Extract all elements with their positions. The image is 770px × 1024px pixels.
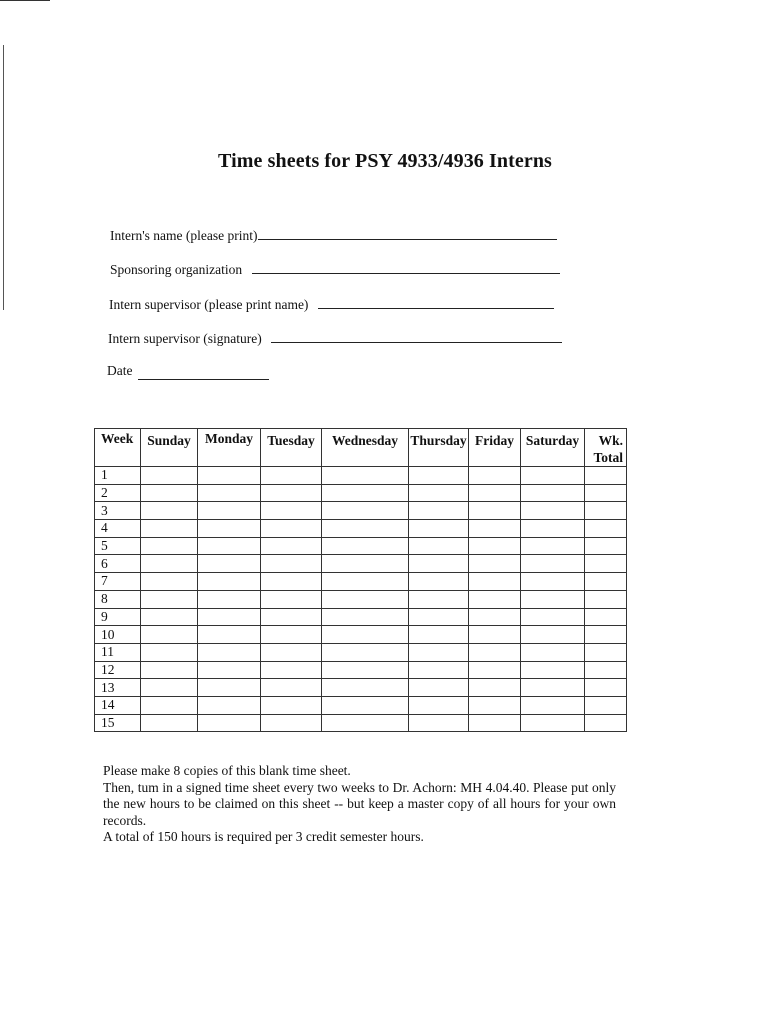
monday-hours-cell[interactable] [198, 643, 261, 661]
tuesday-hours-cell[interactable] [261, 643, 322, 661]
thursday-hours-cell[interactable] [409, 537, 469, 555]
wednesday-hours-cell[interactable] [322, 502, 409, 520]
friday-hours-cell[interactable] [469, 467, 521, 485]
friday-hours-cell[interactable] [469, 679, 521, 697]
wednesday-hours-cell[interactable] [322, 484, 409, 502]
total-hours-cell[interactable] [585, 537, 627, 555]
friday-hours-cell[interactable] [469, 714, 521, 732]
total-hours-cell[interactable] [585, 573, 627, 591]
table-row [95, 555, 627, 573]
thursday-hours-cell[interactable] [409, 467, 469, 485]
friday-hours-cell[interactable] [469, 608, 521, 626]
corner-mark [0, 0, 50, 1]
wednesday-hours-cell[interactable] [322, 679, 409, 697]
week-number: 5 [95, 537, 141, 555]
week-number: 9 [95, 608, 141, 626]
sunday-hours-cell[interactable] [141, 555, 198, 573]
supervisor-signature-field [108, 330, 562, 347]
total-hours-cell[interactable] [585, 643, 627, 661]
friday-hours-cell[interactable] [469, 555, 521, 573]
wednesday-hours-cell[interactable] [322, 590, 409, 608]
week-number: 11 [95, 643, 141, 661]
sunday-hours-cell[interactable] [141, 679, 198, 697]
total-hours-cell[interactable] [585, 555, 627, 573]
tuesday-hours-cell[interactable] [261, 520, 322, 538]
date-field [107, 362, 269, 379]
saturday-hours-cell[interactable] [521, 484, 585, 502]
intern-name-label: Intern's name (please print) [110, 228, 258, 243]
page-title: Time sheets for PSY 4933/4936 Interns [218, 150, 552, 172]
sunday-hours-cell[interactable] [141, 661, 198, 679]
monday-hours-cell[interactable] [198, 537, 261, 555]
header-sunday: Sunday [141, 429, 198, 467]
wednesday-hours-cell[interactable] [322, 467, 409, 485]
monday-hours-cell[interactable] [198, 573, 261, 591]
week-number: 6 [95, 555, 141, 573]
total-hours-cell[interactable] [585, 626, 627, 644]
wednesday-hours-cell[interactable] [322, 520, 409, 538]
thursday-hours-cell[interactable] [409, 608, 469, 626]
time-sheet-table [94, 428, 627, 732]
monday-hours-cell[interactable] [198, 484, 261, 502]
total-hours-cell[interactable] [585, 679, 627, 697]
total-hours-cell[interactable] [585, 467, 627, 485]
saturday-hours-cell[interactable] [521, 502, 585, 520]
friday-hours-cell[interactable] [469, 590, 521, 608]
total-hours-cell[interactable] [585, 520, 627, 538]
supervisor-signature-label: Intern supervisor (signature) [108, 331, 262, 346]
monday-hours-cell[interactable] [198, 467, 261, 485]
header-friday: Friday [469, 429, 521, 467]
sunday-hours-cell[interactable] [141, 537, 198, 555]
wednesday-hours-cell[interactable] [322, 626, 409, 644]
supervisor-name-field [109, 296, 554, 313]
table-row [95, 590, 627, 608]
tuesday-hours-cell[interactable] [261, 467, 322, 485]
week-number: 15 [95, 714, 141, 732]
sunday-hours-cell[interactable] [141, 643, 198, 661]
week-number: 13 [95, 679, 141, 697]
sunday-hours-cell[interactable] [141, 590, 198, 608]
sunday-hours-cell[interactable] [141, 502, 198, 520]
sunday-hours-cell[interactable] [141, 467, 198, 485]
table-row [95, 467, 627, 485]
friday-hours-cell[interactable] [469, 626, 521, 644]
monday-hours-cell[interactable] [198, 520, 261, 538]
table-row [95, 679, 627, 697]
friday-hours-cell[interactable] [469, 573, 521, 591]
total-hours-cell[interactable] [585, 502, 627, 520]
table-row [95, 626, 627, 644]
table-row [95, 714, 627, 732]
saturday-hours-cell[interactable] [521, 679, 585, 697]
date-blank[interactable] [138, 367, 269, 380]
week-number: 10 [95, 626, 141, 644]
saturday-hours-cell[interactable] [521, 555, 585, 573]
monday-hours-cell[interactable] [198, 502, 261, 520]
thursday-hours-cell[interactable] [409, 590, 469, 608]
intern-name-field [110, 227, 557, 244]
sunday-hours-cell[interactable] [141, 608, 198, 626]
friday-hours-cell[interactable] [469, 520, 521, 538]
tuesday-hours-cell[interactable] [261, 573, 322, 591]
saturday-hours-cell[interactable] [521, 626, 585, 644]
monday-hours-cell[interactable] [198, 661, 261, 679]
tuesday-hours-cell[interactable] [261, 590, 322, 608]
table-row [95, 696, 627, 714]
total-hours-cell[interactable] [585, 714, 627, 732]
tuesday-hours-cell[interactable] [261, 661, 322, 679]
monday-hours-cell[interactable] [198, 679, 261, 697]
total-hours-cell[interactable] [585, 608, 627, 626]
wednesday-hours-cell[interactable] [322, 643, 409, 661]
saturday-hours-cell[interactable] [521, 661, 585, 679]
table-row [95, 502, 627, 520]
week-number: 4 [95, 520, 141, 538]
total-hours-cell[interactable] [585, 696, 627, 714]
header-tuesday: Tuesday [261, 429, 322, 467]
saturday-hours-cell[interactable] [521, 537, 585, 555]
table-row [95, 484, 627, 502]
week-number: 12 [95, 661, 141, 679]
date-label: Date [107, 363, 133, 378]
tuesday-hours-cell[interactable] [261, 608, 322, 626]
tuesday-hours-cell[interactable] [261, 502, 322, 520]
table-row [95, 573, 627, 591]
instructions [103, 763, 616, 846]
supervisor-name-label: Intern supervisor (please print name) [109, 297, 309, 312]
tuesday-hours-cell[interactable] [261, 555, 322, 573]
table-row [95, 608, 627, 626]
saturday-hours-cell[interactable] [521, 696, 585, 714]
friday-hours-cell[interactable] [469, 537, 521, 555]
friday-hours-cell[interactable] [469, 484, 521, 502]
thursday-hours-cell[interactable] [409, 502, 469, 520]
time-sheet-body [95, 467, 627, 732]
table-row [95, 661, 627, 679]
thursday-hours-cell[interactable] [409, 573, 469, 591]
thursday-hours-cell[interactable] [409, 626, 469, 644]
friday-hours-cell[interactable] [469, 502, 521, 520]
supervisor-signature-blank[interactable] [271, 330, 562, 343]
header-week: Week [95, 429, 141, 467]
monday-hours-cell[interactable] [198, 626, 261, 644]
monday-hours-cell[interactable] [198, 608, 261, 626]
sponsoring-org-field [110, 261, 560, 278]
sponsoring-org-label: Sponsoring organization [110, 262, 243, 277]
monday-hours-cell[interactable] [198, 555, 261, 573]
week-number: 2 [95, 484, 141, 502]
wednesday-hours-cell[interactable] [322, 573, 409, 591]
thursday-hours-cell[interactable] [409, 679, 469, 697]
thursday-hours-cell[interactable] [409, 643, 469, 661]
saturday-hours-cell[interactable] [521, 467, 585, 485]
header-wednesday: Wednesday [322, 429, 409, 467]
thursday-hours-cell[interactable] [409, 555, 469, 573]
sunday-hours-cell[interactable] [141, 626, 198, 644]
intern-name-blank[interactable] [258, 227, 557, 240]
saturday-hours-cell[interactable] [521, 714, 585, 732]
supervisor-name-blank[interactable] [318, 296, 554, 309]
total-hours-cell[interactable] [585, 590, 627, 608]
header-monday: Monday [198, 429, 261, 467]
monday-hours-cell[interactable] [198, 590, 261, 608]
thursday-hours-cell[interactable] [409, 696, 469, 714]
thursday-hours-cell[interactable] [409, 484, 469, 502]
sunday-hours-cell[interactable] [141, 696, 198, 714]
friday-hours-cell[interactable] [469, 661, 521, 679]
sunday-hours-cell[interactable] [141, 520, 198, 538]
thursday-hours-cell[interactable] [409, 714, 469, 732]
thursday-hours-cell[interactable] [409, 520, 469, 538]
wednesday-hours-cell[interactable] [322, 608, 409, 626]
week-number: 3 [95, 502, 141, 520]
sunday-hours-cell[interactable] [141, 484, 198, 502]
sunday-hours-cell[interactable] [141, 714, 198, 732]
tuesday-hours-cell[interactable] [261, 679, 322, 697]
table-header-row [95, 429, 627, 467]
friday-hours-cell[interactable] [469, 643, 521, 661]
week-number: 1 [95, 467, 141, 485]
week-number: 8 [95, 590, 141, 608]
tuesday-hours-cell[interactable] [261, 537, 322, 555]
saturday-hours-cell[interactable] [521, 590, 585, 608]
tuesday-hours-cell[interactable] [261, 714, 322, 732]
week-number: 7 [95, 573, 141, 591]
wednesday-hours-cell[interactable] [322, 555, 409, 573]
tuesday-hours-cell[interactable] [261, 696, 322, 714]
saturday-hours-cell[interactable] [521, 608, 585, 626]
header-thursday: Thursday [409, 429, 469, 467]
table-row [95, 520, 627, 538]
wednesday-hours-cell[interactable] [322, 537, 409, 555]
monday-hours-cell[interactable] [198, 714, 261, 732]
header-total-line1: Wk. [598, 433, 623, 448]
friday-hours-cell[interactable] [469, 696, 521, 714]
saturday-hours-cell[interactable] [521, 520, 585, 538]
note-copies: Please make 8 copies of this blank time sheet. [103, 763, 351, 778]
week-number: 14 [95, 696, 141, 714]
header-total-line2: Total [593, 450, 623, 465]
tuesday-hours-cell[interactable] [261, 626, 322, 644]
sponsoring-org-blank[interactable] [252, 261, 560, 274]
wednesday-hours-cell[interactable] [322, 661, 409, 679]
monday-hours-cell[interactable] [198, 696, 261, 714]
thursday-hours-cell[interactable] [409, 661, 469, 679]
sunday-hours-cell[interactable] [141, 573, 198, 591]
wednesday-hours-cell[interactable] [322, 714, 409, 732]
wednesday-hours-cell[interactable] [322, 696, 409, 714]
table-row [95, 537, 627, 555]
total-hours-cell[interactable] [585, 484, 627, 502]
saturday-hours-cell[interactable] [521, 573, 585, 591]
tuesday-hours-cell[interactable] [261, 484, 322, 502]
header-saturday: Saturday [521, 429, 585, 467]
table-row [95, 643, 627, 661]
note-submit: Then, tum in a signed time sheet every two weeks to Dr. Achorn: MH 4.04.40. Please put only the new hours to be claimed on this sheet -- but keep a master copy of all hours for your own records. [103, 779, 616, 828]
note-total-hours: A total of 150 hours is required per 3 credit semester hours. [103, 829, 424, 845]
saturday-hours-cell[interactable] [521, 643, 585, 661]
header-week-total [585, 429, 627, 467]
margin-line [3, 45, 4, 310]
total-hours-cell[interactable] [585, 661, 627, 679]
